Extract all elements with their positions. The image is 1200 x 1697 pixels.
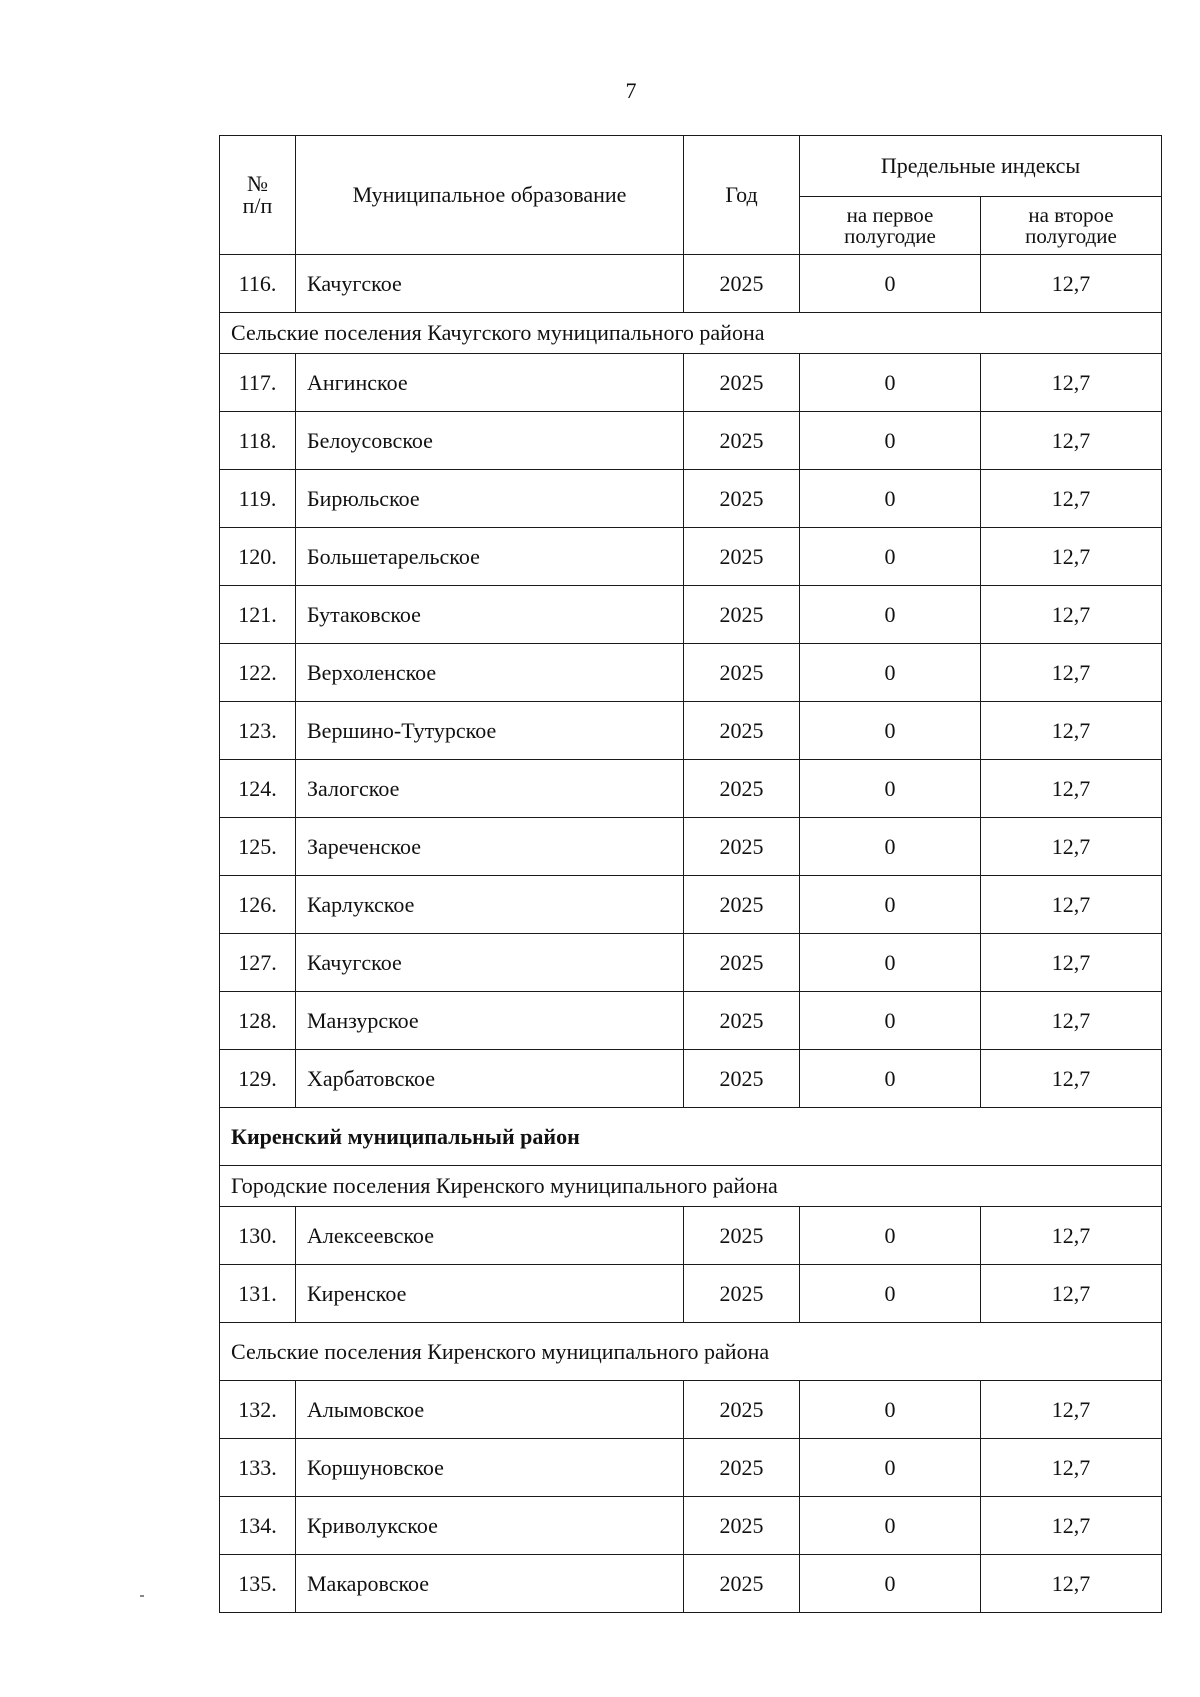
second-half-index: 12,7 [981, 818, 1162, 876]
year-cell: 2025 [684, 644, 800, 702]
page-number: 7 [625, 78, 637, 103]
second-half-index: 12,7 [981, 760, 1162, 818]
table-body [220, 255, 1162, 1613]
year-cell: 2025 [684, 934, 800, 992]
first-half-index: 0 [800, 1497, 981, 1555]
first-half-index: 0 [800, 412, 981, 470]
year-cell: 2025 [684, 586, 800, 644]
municipality-name: Манзурское [296, 992, 684, 1050]
row-number: 131. [220, 1265, 296, 1323]
table-row [220, 470, 1162, 528]
table-row [220, 1050, 1162, 1108]
second-half-index: 12,7 [981, 702, 1162, 760]
year-cell: 2025 [684, 470, 800, 528]
header-municipality [296, 136, 684, 255]
table-row [220, 1439, 1162, 1497]
header-year [684, 136, 800, 255]
municipality-name: Качугское [296, 934, 684, 992]
table-header [220, 136, 1162, 255]
table-row [220, 255, 1162, 313]
year-cell: 2025 [684, 1265, 800, 1323]
row-number: 129. [220, 1050, 296, 1108]
section-row [220, 1323, 1162, 1381]
table-row [220, 760, 1162, 818]
year-cell: 2025 [684, 992, 800, 1050]
header-first-half [800, 197, 981, 255]
second-half-index: 12,7 [981, 992, 1162, 1050]
year-cell: 2025 [684, 1439, 800, 1497]
table-row [220, 586, 1162, 644]
table-row [220, 528, 1162, 586]
year-cell: 2025 [684, 1381, 800, 1439]
table-row [220, 876, 1162, 934]
year-cell: 2025 [684, 760, 800, 818]
first-half-index: 0 [800, 818, 981, 876]
year-cell: 2025 [684, 412, 800, 470]
second-half-index: 12,7 [981, 255, 1162, 313]
row-number: 127. [220, 934, 296, 992]
table-row [220, 644, 1162, 702]
header-number-label: № п/п [242, 171, 273, 218]
row-number: 132. [220, 1381, 296, 1439]
first-half-index: 0 [800, 644, 981, 702]
municipality-name: Харбатовское [296, 1050, 684, 1108]
second-half-index: 12,7 [981, 1555, 1162, 1613]
municipality-name: Верхоленское [296, 644, 684, 702]
municipality-name: Бутаковское [296, 586, 684, 644]
year-cell: 2025 [684, 702, 800, 760]
first-half-index: 0 [800, 528, 981, 586]
section-title: Городские поселения Киренского муниципального района [220, 1166, 1162, 1207]
first-half-index: 0 [800, 1050, 981, 1108]
second-half-index: 12,7 [981, 1207, 1162, 1265]
section-title: Сельские поселения Киренского муниципального района [220, 1323, 1162, 1381]
year-cell: 2025 [684, 255, 800, 313]
row-number: 120. [220, 528, 296, 586]
row-number: 117. [220, 354, 296, 412]
row-number: 116. [220, 255, 296, 313]
first-half-index: 0 [800, 702, 981, 760]
first-half-index: 0 [800, 1207, 981, 1265]
year-cell: 2025 [684, 1555, 800, 1613]
row-number: 133. [220, 1439, 296, 1497]
second-half-index: 12,7 [981, 470, 1162, 528]
section-row [220, 1108, 1162, 1166]
municipality-name: Алексеевское [296, 1207, 684, 1265]
second-half-index: 12,7 [981, 1497, 1162, 1555]
table-row [220, 818, 1162, 876]
header-first-half-label: на первое полугодие [844, 202, 936, 248]
section-row [220, 1166, 1162, 1207]
first-half-index: 0 [800, 1265, 981, 1323]
municipality-name: Алымовское [296, 1381, 684, 1439]
first-half-index: 0 [800, 470, 981, 528]
row-number: 118. [220, 412, 296, 470]
first-half-index: 0 [800, 1555, 981, 1613]
limit-indices-table [219, 135, 1162, 1613]
municipality-name: Коршуновское [296, 1439, 684, 1497]
second-half-index: 12,7 [981, 876, 1162, 934]
second-half-index: 12,7 [981, 1265, 1162, 1323]
table-row [220, 934, 1162, 992]
row-number: 128. [220, 992, 296, 1050]
table-row [220, 1555, 1162, 1613]
row-number: 122. [220, 644, 296, 702]
row-number: 125. [220, 818, 296, 876]
table-row [220, 1265, 1162, 1323]
year-cell: 2025 [684, 1497, 800, 1555]
header-municipality-label: Муниципальное образование [352, 182, 627, 207]
municipality-name: Вершино-Тутурское [296, 702, 684, 760]
second-half-index: 12,7 [981, 1381, 1162, 1439]
year-cell: 2025 [684, 1050, 800, 1108]
row-number: 135. [220, 1555, 296, 1613]
year-cell: 2025 [684, 354, 800, 412]
row-number: 124. [220, 760, 296, 818]
second-half-index: 12,7 [981, 586, 1162, 644]
header-limit-indices [800, 136, 1162, 197]
second-half-index: 12,7 [981, 412, 1162, 470]
table-row [220, 1497, 1162, 1555]
first-half-index: 0 [800, 255, 981, 313]
municipality-name: Макаровское [296, 1555, 684, 1613]
second-half-index: 12,7 [981, 528, 1162, 586]
first-half-index: 0 [800, 876, 981, 934]
first-half-index: 0 [800, 354, 981, 412]
section-title: Киренский муниципальный район [220, 1108, 1162, 1166]
header-second-half-label: на второе полугодие [1025, 202, 1117, 248]
table-row [220, 992, 1162, 1050]
first-half-index: 0 [800, 760, 981, 818]
year-cell: 2025 [684, 528, 800, 586]
first-half-index: 0 [800, 992, 981, 1050]
table-row [220, 1381, 1162, 1439]
first-half-index: 0 [800, 586, 981, 644]
second-half-index: 12,7 [981, 644, 1162, 702]
municipality-name: Карлукское [296, 876, 684, 934]
municipality-name: Бирюльское [296, 470, 684, 528]
municipality-name: Криволукское [296, 1497, 684, 1555]
year-cell: 2025 [684, 1207, 800, 1265]
first-half-index: 0 [800, 1439, 981, 1497]
scan-artifact [140, 1595, 144, 1597]
first-half-index: 0 [800, 1381, 981, 1439]
municipality-name: Залогское [296, 760, 684, 818]
second-half-index: 12,7 [981, 1050, 1162, 1108]
municipality-name: Киренское [296, 1265, 684, 1323]
year-cell: 2025 [684, 876, 800, 934]
header-limit-indices-label: Предельные индексы [880, 153, 1081, 178]
header-number [220, 136, 296, 255]
second-half-index: 12,7 [981, 934, 1162, 992]
row-number: 130. [220, 1207, 296, 1265]
first-half-index: 0 [800, 934, 981, 992]
municipality-name: Зареченское [296, 818, 684, 876]
year-cell: 2025 [684, 818, 800, 876]
municipality-name: Большетарельское [296, 528, 684, 586]
row-number: 126. [220, 876, 296, 934]
row-number: 119. [220, 470, 296, 528]
header-second-half [981, 197, 1162, 255]
table-row [220, 1207, 1162, 1265]
row-number: 121. [220, 586, 296, 644]
second-half-index: 12,7 [981, 1439, 1162, 1497]
second-half-index: 12,7 [981, 354, 1162, 412]
municipality-name: Качугское [296, 255, 684, 313]
row-number: 123. [220, 702, 296, 760]
section-title: Сельские поселения Качугского муниципального района [220, 313, 1162, 354]
table-row [220, 412, 1162, 470]
municipality-name: Ангинское [296, 354, 684, 412]
table-row [220, 702, 1162, 760]
section-row [220, 313, 1162, 354]
row-number: 134. [220, 1497, 296, 1555]
header-year-label: Год [725, 182, 758, 207]
table-row [220, 354, 1162, 412]
municipality-name: Белоусовское [296, 412, 684, 470]
